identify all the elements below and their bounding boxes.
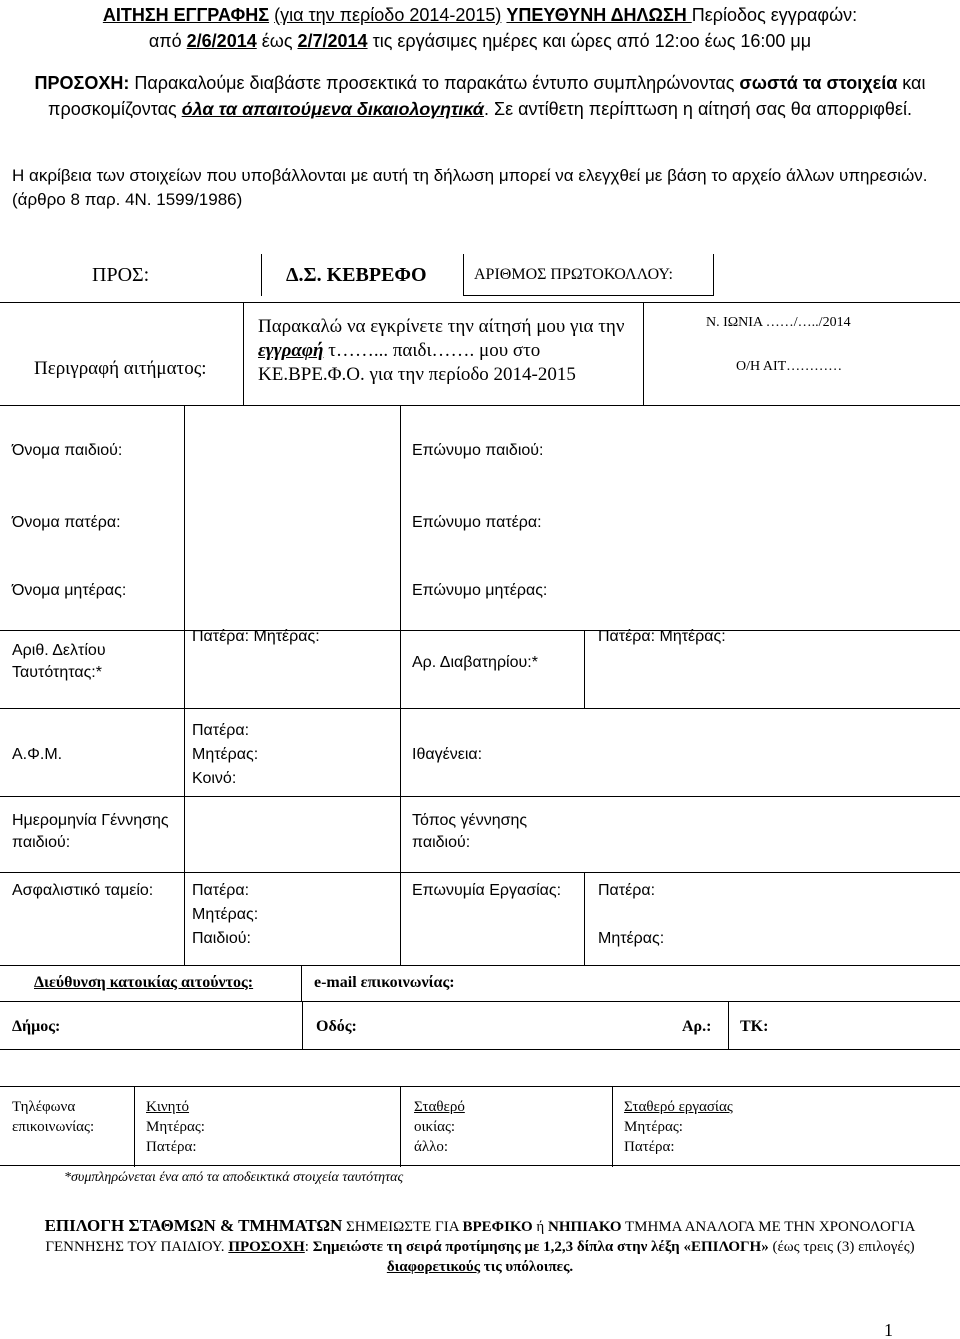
child-last-name-label: Επώνυμο παιδιού: xyxy=(412,442,544,459)
postcode-label: ΤΚ: xyxy=(740,1018,769,1035)
selection-nursery: ΒΡΕΦΙΚΟ xyxy=(462,1219,533,1235)
father-first-name-label: Όνομα πατέρα: xyxy=(12,514,121,531)
accuracy-line-1: Η ακρίβεια των στοιχείων που υποβάλλονται με αυτή τη δήλωση μπορεί να ελεγχθεί με βάση το αρχείο άλλων υπηρεσιών. xyxy=(12,166,928,185)
father-last-name-label: Επώνυμο πατέρα: xyxy=(412,514,542,531)
id-card-label: Αριθ. Δελτίου Ταυτότητας:* xyxy=(12,642,106,681)
phones-label: Τηλέφωνα επικοινωνίας: xyxy=(12,1099,95,1135)
grid-rule xyxy=(0,872,960,873)
request-label: Περιγραφή αιτήματος: xyxy=(34,358,207,379)
accuracy-note xyxy=(12,164,952,212)
landline-label: Σταθερό xyxy=(414,1099,465,1115)
work-phone-label: Σταθερό εργασίας xyxy=(624,1099,733,1115)
birth-date-label: Ημερομηνία Γέννησης παιδιού: xyxy=(12,812,169,851)
form-title: ΑΙΤΗΣΗ ΕΓΓΡΑΦΗΣ xyxy=(102,5,270,25)
notice-text-1: Παρακαλούμε διαβάστε προσεκτικά το παρακάτω έντυπο συμπληρώνοντας xyxy=(134,73,740,93)
request-enrolment-word: εγγραφή xyxy=(258,340,324,361)
landline-block xyxy=(414,1097,465,1157)
phones-row xyxy=(0,1086,960,1166)
mobile-label: Κινητό xyxy=(146,1099,190,1115)
employer-mother-label: Μητέρας: xyxy=(598,930,665,947)
address-label: Διεύθυνση κατοικίας αιτούντος: xyxy=(34,974,254,991)
grid-divider xyxy=(302,1002,303,1050)
notice-text-2: και προσκομίζοντας xyxy=(48,73,926,119)
protocol-number-field[interactable]: ΑΡΙΘΜΟΣ ΠΡΩΤΟΚΟΛΛΟΥ: xyxy=(464,254,714,296)
selection-text-2: ή xyxy=(532,1219,548,1235)
form-declaration: ΥΠΕΥΘΥΝΗ ΔΗΛΩΣΗ xyxy=(506,5,692,25)
request-text-cell xyxy=(244,303,644,405)
recipient-label: ΠΡΟΣ: xyxy=(62,254,262,296)
work-father-label: Πατέρα: xyxy=(624,1139,675,1155)
accuracy-line-2: (άρθρο 8 παρ. 4Ν. 1599/1986) xyxy=(12,190,243,209)
number-label: Αρ.: xyxy=(682,1018,712,1035)
enrolment-hours: τις εργάσιμες ημέρες και ώρες από 12:οο έως 16:00 μμ xyxy=(367,31,812,51)
selection-text-5: (έως τρεις (3) επιλογές) xyxy=(768,1239,915,1255)
request-text-2: τ……... παιδι……. μου στο ΚΕ.ΒΡΕ.Φ.Ο. για την περίοδο 2014-2015 xyxy=(258,340,576,385)
form-period: (για την περίοδο 2014-2015) xyxy=(274,5,502,25)
afm-label: Α.Φ.Μ. xyxy=(12,746,63,763)
recipient-name: Δ.Σ. ΚΕΒΡΕΦΟ xyxy=(262,254,464,296)
notice-emph-2: όλα τα απαιτούμενα δικαιολογητικά xyxy=(181,99,484,119)
street-label: Οδός: xyxy=(316,1018,357,1035)
applicant-signature-field[interactable]: Ο/Η ΑΙΤ………… xyxy=(736,359,843,374)
municipality-label: Δήμος: xyxy=(12,1018,61,1035)
request-text-1: Παρακαλώ να εγκρίνετε την αίτησή μου για την xyxy=(258,316,625,337)
notice-text-3: . Σε αντίθετη περίπτωση η αίτησή σας θα απορριφθεί. xyxy=(483,99,912,119)
footnote: *συμπληρώνεται ένα από τα αποδεικτικά στοιχεία ταυτότητας xyxy=(64,1170,404,1185)
notice-block xyxy=(0,70,960,122)
selection-text-6: τις υπόλοιπες. xyxy=(480,1259,574,1275)
selection-attention: ΠΡΟΣΟΧΗ xyxy=(228,1239,305,1255)
afm-mother-label: Μητέρας: xyxy=(192,746,259,763)
notice-emph-1: σωστά τα στοιχεία xyxy=(739,73,898,93)
form-header xyxy=(0,2,960,54)
selection-text-4: : xyxy=(304,1239,313,1255)
insurance-mother-label: Μητέρας: xyxy=(192,906,259,923)
work-mother-label: Μητέρας: xyxy=(624,1119,683,1135)
employer-father-label: Πατέρα: xyxy=(598,882,656,899)
grid-divider xyxy=(184,406,185,966)
grid-divider xyxy=(584,630,585,708)
selection-preschool: ΝΗΠΙΑΚΟ xyxy=(547,1219,622,1235)
passport-label: Αρ. Διαβατηρίου:* xyxy=(412,654,538,671)
insurance-father-label: Πατέρα: xyxy=(192,882,250,899)
enrolment-from: από xyxy=(148,31,187,51)
enrolment-date-from: 2/6/2014 xyxy=(186,31,257,51)
employer-label: Επωνυμία Εργασίας: xyxy=(412,882,562,899)
mobile-mother-label: Μητέρας: xyxy=(146,1119,205,1135)
work-phone-block xyxy=(624,1097,733,1157)
selection-note xyxy=(30,1216,930,1277)
grid-divider xyxy=(584,872,585,966)
id-parents-label: Πατέρα: Μητέρας: xyxy=(192,628,320,645)
grid-divider xyxy=(612,1087,613,1167)
insurance-child-label: Παιδιού: xyxy=(192,930,251,947)
mobile-father-label: Πατέρα: xyxy=(146,1139,197,1155)
request-label-cell xyxy=(0,303,244,405)
grid-divider xyxy=(728,1002,729,1050)
landline-home-label: οικίας: xyxy=(414,1119,456,1135)
grid-divider xyxy=(400,1087,401,1167)
selection-instruction: Σημειώστε τη σειρά προτίμησης με 1,2,3 δίπλα στην λέξη «ΕΠΙΛΟΓΗ» xyxy=(312,1239,769,1255)
insurance-label: Ασφαλιστικό ταμείο: xyxy=(12,882,154,899)
address-label-cell xyxy=(0,966,302,1002)
mother-first-name-label: Όνομα μητέρας: xyxy=(12,582,127,599)
email-cell xyxy=(302,966,960,1002)
selection-text-1: ΣΗΜΕΙΩΣΤΕ ΓΙΑ xyxy=(342,1219,463,1235)
selection-text-3: ΤΜΗΜΑ ΑΝΑΛΟΓΑ ΜΕ ΤΗΝ ΧΡΟΝΟΛΟΓΙΑ ΓΕΝΝΗΣΗΣ ΤΟΥ ΠΑΙΔΙΟΥ. xyxy=(45,1219,916,1255)
grid-rule xyxy=(0,630,960,631)
mother-last-name-label: Επώνυμο μητέρας: xyxy=(412,582,548,599)
enrolment-label: Περίοδος εγγραφών: xyxy=(691,5,858,25)
selection-heading: ΕΠΙΛΟΓΗ ΣΤΑΘΜΩΝ & ΤΜΗΜΑΤΩΝ xyxy=(44,1216,343,1235)
grid-rule xyxy=(0,796,960,797)
request-section xyxy=(0,302,960,406)
request-sign-cell xyxy=(644,303,960,405)
notice-prefix: ΠΡΟΣΟΧΗ: xyxy=(34,73,135,93)
place-date-field[interactable]: Ν. ΙΩΝΙΑ ……/…../2014 xyxy=(706,315,851,330)
grid-rule xyxy=(0,708,960,709)
child-first-name-label: Όνομα παιδιού: xyxy=(12,442,123,459)
landline-other-label: άλλο: xyxy=(414,1139,449,1155)
grid-divider xyxy=(400,406,401,966)
personal-details-grid xyxy=(0,406,960,966)
grid-divider xyxy=(134,1087,135,1167)
afm-common-label: Κοινό: xyxy=(192,770,237,787)
recipient-row xyxy=(62,254,714,296)
email-label: e-mail επικοινωνίας: xyxy=(314,974,455,991)
selection-otherwise: διαφορετικούς xyxy=(386,1259,481,1275)
enrolment-until: έως xyxy=(256,31,298,51)
passport-parents-label: Πατέρα: Μητέρας: xyxy=(598,628,726,645)
page-number: 1 xyxy=(884,1320,893,1339)
birth-place-label: Τόπος γέννησης παιδιού: xyxy=(412,812,528,851)
mobile-block xyxy=(146,1097,205,1157)
enrolment-date-to: 2/7/2014 xyxy=(297,31,368,51)
afm-father-label: Πατέρα: xyxy=(192,722,250,739)
nationality-label: Ιθαγένεια: xyxy=(412,746,483,763)
address-row xyxy=(0,1002,960,1050)
